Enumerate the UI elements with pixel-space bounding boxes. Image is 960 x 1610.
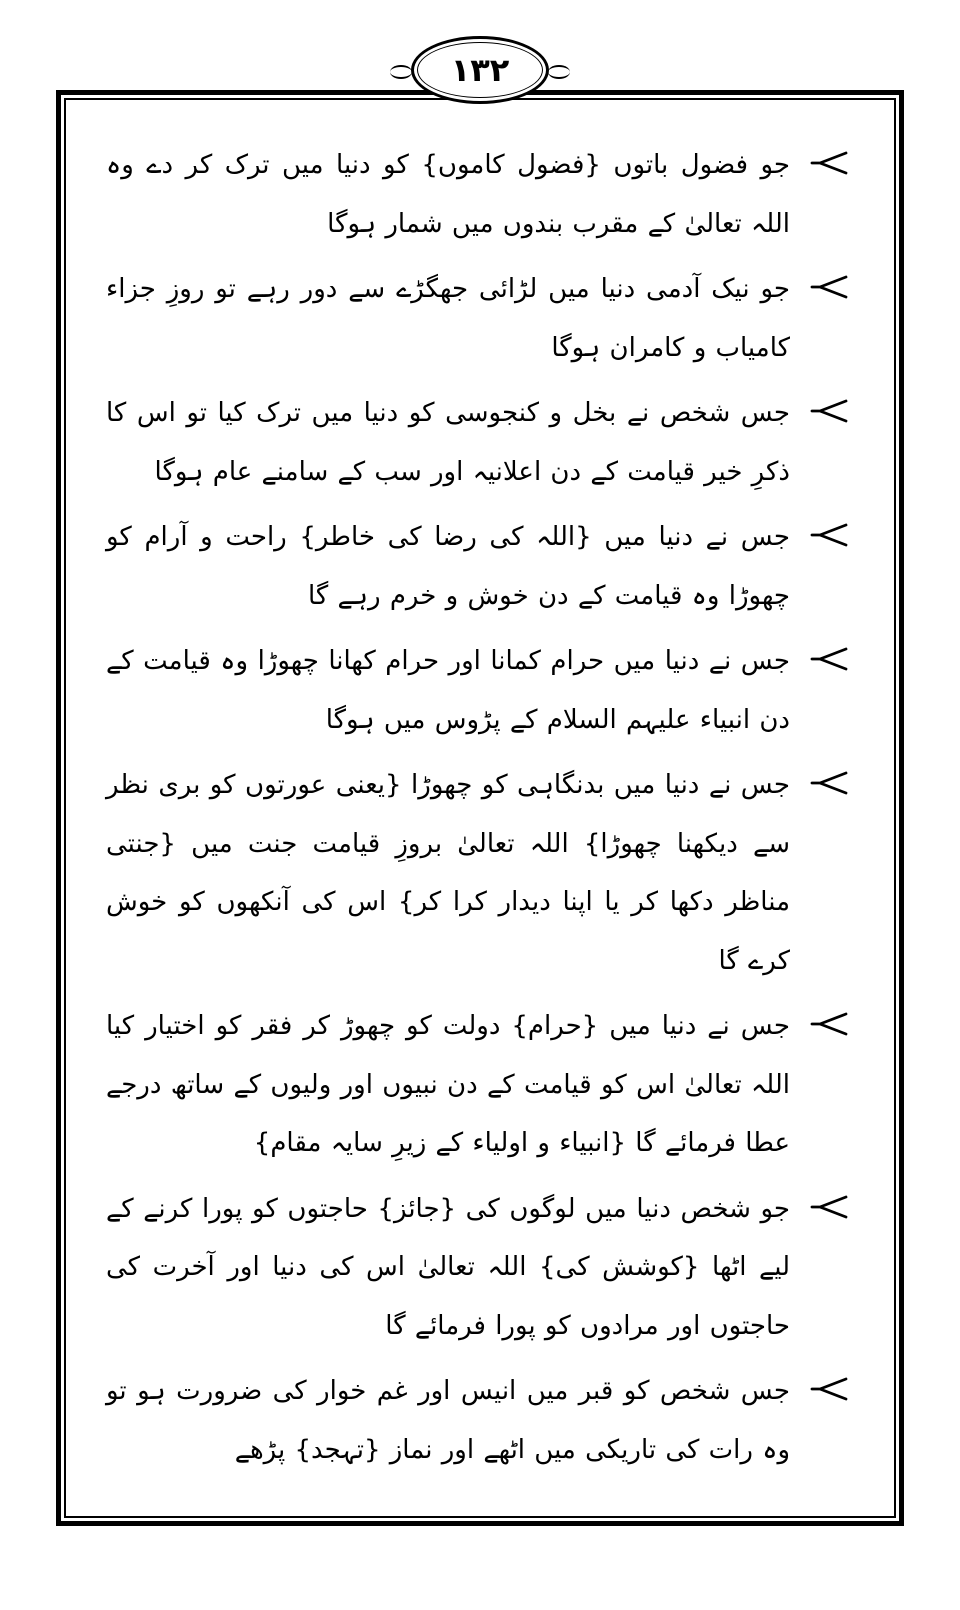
bullet-arrow-icon [810,646,850,672]
list-item [106,997,854,1173]
bullet-text: جس شخص کو قبر میں انیس اور غم خوار کی ضرورت ہو تو وہ رات کی تاریکی میں اٹھے اور نماز {تہجد} پڑھے [106,1376,790,1465]
list-item [106,508,854,625]
list-item [106,260,854,377]
bullet-text: جس نے دنیا میں {اللہ کی رضا کی خاطر} راحت و آرام کو چھوڑا وہ قیامت کے دن خوش و خرم رہے گا [106,522,790,611]
bullet-text: جس شخص نے بخل و کنجوسی کو دنیا میں ترک کیا تو اس کا ذکرِ خیر قیامت کے دن اعلانیہ اور سب کے سامنے عام ہوگا [106,398,790,487]
bullet-arrow-icon [810,1011,850,1037]
bullet-text: جو شخص دنیا میں لوگوں کی {جائز} حاجتوں کو پورا کرنے کے لیے اٹھا {کوشش کی} اللہ تعالیٰ اس کی دنیا اور آخرت کی حاجتوں اور مرادوں کو پورا فرمائے گا [106,1193,790,1341]
page-number-cartouche [411,36,549,104]
page-content [92,114,868,1502]
list-item [106,632,854,749]
page-number: ۱۳۲ [450,51,510,89]
bullet-text: جو فضول باتوں {فضول کاموں} کو دنیا میں ترک کر دے وہ اللہ تعالیٰ کے مقرب بندوں میں شمار ہوگا [106,150,790,239]
bullet-arrow-icon [810,1376,850,1402]
list-item [106,1362,854,1479]
bullet-arrow-icon [810,770,850,796]
list-item [106,136,854,253]
cartouche-inner-ring [417,42,543,98]
bullet-arrow-icon [810,398,850,424]
list-item [106,756,854,990]
bullet-arrow-icon [810,522,850,548]
bullet-arrow-icon [810,1194,850,1220]
bullet-text: جو نیک آدمی دنیا میں لڑائی جھگڑے سے دور رہے تو روزِ جزاء کامیاب و کامران ہوگا [106,274,790,363]
bullet-arrow-icon [810,150,850,176]
bullet-arrow-icon [810,274,850,300]
page-border-outer [56,90,904,1526]
bullet-text: جس نے دنیا میں حرام کمانا اور حرام کھانا چھوڑا وہ قیامت کے دن انبیاء علیہم السلام کے پڑوس میں ہوگا [106,646,790,735]
page-border-inner [64,98,896,1518]
list-item [106,384,854,501]
list-item [106,1180,854,1356]
bullet-text: جس نے دنیا میں {حرام} دولت کو چھوڑ کر فقر کو اختیار کیا اللہ تعالیٰ اس کو قیامت کے دن نبیوں اور ولیوں کے ساتھ درجے عطا فرمائے گا {انبیاء و اولیاء کے زیرِ سایہ مقام} [106,1011,790,1158]
bullet-text: جس نے دنیا میں بدنگاہی کو چھوڑا {یعنی عورتوں کو بری نظر سے دیکھنا چھوڑا} اللہ تعالیٰ بروزِ قیامت جنت میں {جنتی مناظر دکھا کر یا اپنا دیدار کرا کر} اس کی آنکھوں کو خوش کرے گا [106,770,790,976]
